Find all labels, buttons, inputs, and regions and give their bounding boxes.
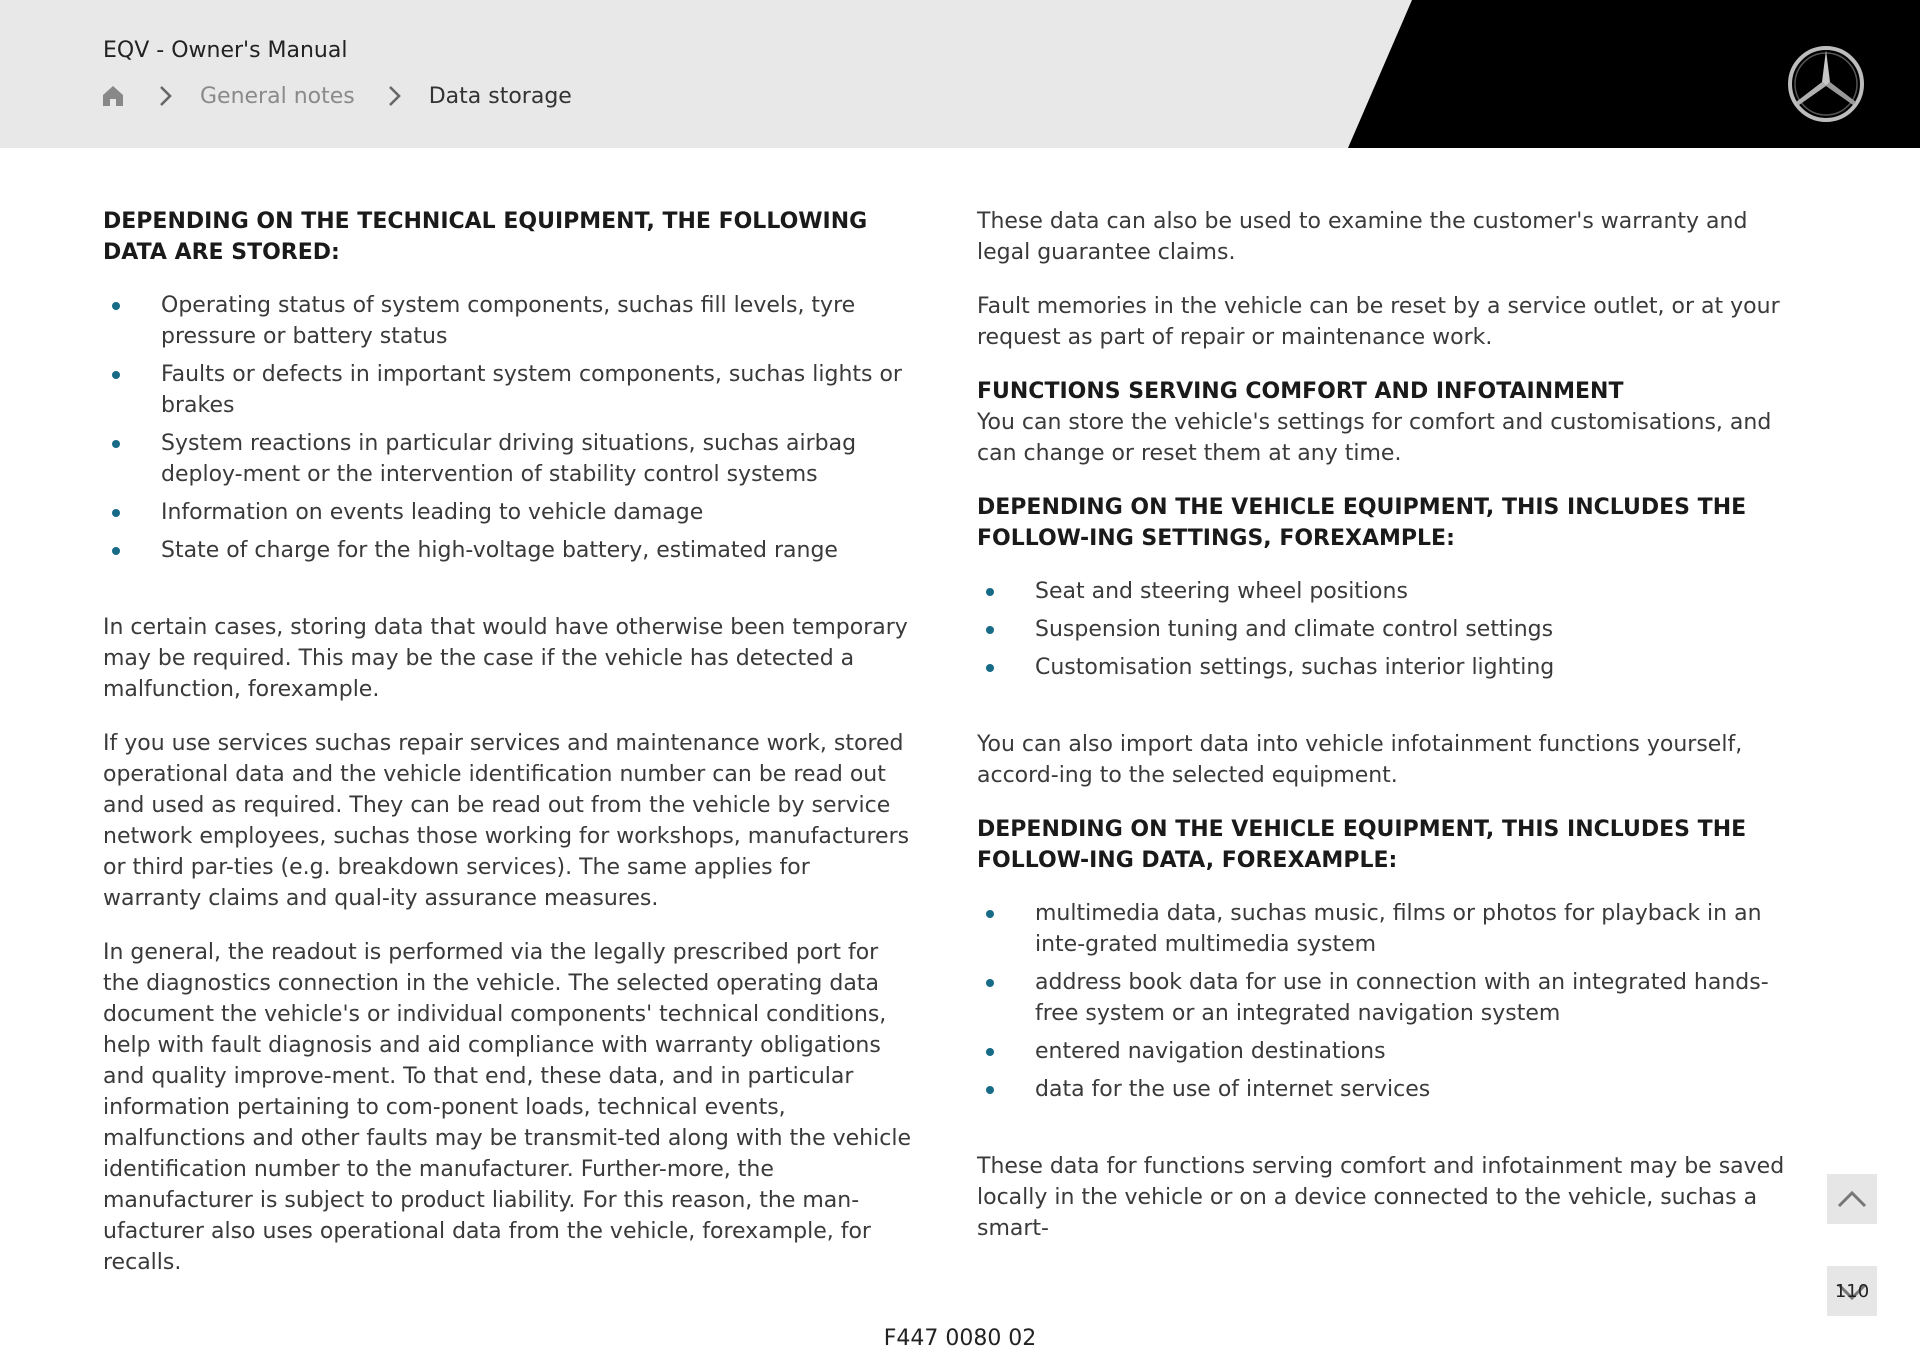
paragraph: In general, the readout is performed via the legally prescribed port for the diagnostics connection in the vehicle. The selected operating data document the vehicle's or individual components' technical conditions, help with fault diagnosis and aid compliance with warranty obligations and quality improve-ment. To that end, these data, and in particular information pertaining to com-ponent loads, technical events, malfunctions and other faults may be transmit-ted along with the vehicle identification number to the manufacturer. Further-more, the manufacturer is subject to product liability. For this reason, the man-ufacturer also uses operational data from the vehicle, forexample, for recalls.	[103, 940, 911, 1275]
paragraph: You can store the vehicle's settings for comfort and customisations, and can change or reset them at any time.	[977, 410, 1772, 466]
section-heading: DEPENDING ON THE VEHICLE EQUIPMENT, THIS INCLUDES THE FOLLOW-ING DATA, FOREXAMPLE:	[977, 817, 1747, 873]
bullet-dot	[986, 588, 994, 596]
list-item: Faults or defects in important system components, suchas lights or brakes	[103, 359, 911, 421]
paragraph: In certain cases, storing data that would have otherwise been temporary may be required. This may be the case if the vehicle has detected a malfunction, forexample.	[103, 615, 908, 702]
manual-title: EQV - Owner's Manual	[103, 38, 348, 63]
scroll-down-button[interactable]	[1827, 1266, 1877, 1316]
paragraph: You can also import data into vehicle infotainment functions yourself, accord-ing to the selected equipment.	[977, 732, 1743, 788]
bullet-dot	[986, 979, 994, 987]
chevron-right-icon	[156, 83, 176, 109]
list-item: Operating status of system components, suchas fill levels, tyre pressure or battery status	[103, 290, 911, 352]
section-heading: FUNCTIONS SERVING COMFORT AND INFOTAINMENT	[977, 379, 1624, 404]
header-black-block	[0, 0, 1920, 148]
list-item: Customisation settings, suchas interior lighting	[977, 652, 1785, 683]
section-heading: DEPENDING ON THE TECHNICAL EQUIPMENT, THE FOLLOWING DATA ARE STORED:	[103, 209, 868, 265]
breadcrumb-general-notes[interactable]: General notes	[200, 83, 355, 109]
breadcrumb	[100, 80, 572, 112]
bullet-list	[977, 576, 1785, 683]
page-number: 110	[1834, 1280, 1870, 1302]
list-item: State of charge for the high-voltage battery, estimated range	[103, 535, 911, 566]
header	[0, 0, 1920, 148]
section-heading: DEPENDING ON THE VEHICLE EQUIPMENT, THIS INCLUDES THE FOLLOW-ING SETTINGS, FOREXAMPLE:	[977, 495, 1747, 551]
paragraph: If you use services suchas repair services and maintenance work, stored operational data and the vehicle identification number can be read out and used as required. They can be read out from the vehicle by service network employees, suchas those working for workshops, manufacturers or third par-ties (e.g. breakdown services). The same applies for warranty claims and qual-ity assurance measures.	[103, 731, 910, 911]
bullet-dot	[986, 1048, 994, 1056]
list-item: Seat and steering wheel positions	[977, 576, 1785, 607]
mercedes-star-icon[interactable]	[1786, 44, 1866, 124]
right-column	[977, 206, 1785, 1267]
list-item: System reactions in particular driving situations, suchas airbag deploy-ment or the intervention of stability control systems	[103, 428, 911, 490]
bullet-list	[977, 898, 1785, 1105]
list-item: data for the use of internet services	[977, 1074, 1785, 1105]
list-item: Suspension tuning and climate control settings	[977, 614, 1785, 645]
document-code: F447 0080 02	[883, 1326, 1037, 1351]
bullet-dot	[986, 1086, 994, 1094]
bullet-dot	[112, 509, 120, 517]
bullet-dot	[986, 910, 994, 918]
list-item: Information on events leading to vehicle damage	[103, 497, 911, 528]
paragraph: These data for functions serving comfort and infotainment may be saved locally in the vehicle or on a device connected to the vehicle, suchas a smart-	[977, 1154, 1785, 1241]
bullet-dot	[112, 440, 120, 448]
paragraph: These data can also be used to examine the customer's warranty and legal guarantee claims.	[977, 209, 1748, 265]
bullet-dot	[112, 547, 120, 555]
breadcrumb-current: Data storage	[428, 83, 572, 109]
list-item: multimedia data, suchas music, films or photos for playback in an inte-grated multimedia system	[977, 898, 1785, 960]
list-item: entered navigation destinations	[977, 1036, 1785, 1067]
bullet-dot	[986, 626, 994, 634]
bullet-dot	[986, 664, 994, 672]
list-item: address book data for use in connection with an integrated hands-free system or an integrated navigation system	[977, 967, 1785, 1029]
bullet-dot	[112, 302, 120, 310]
home-icon[interactable]	[100, 83, 126, 109]
left-column	[103, 206, 911, 1301]
paragraph: Fault memories in the vehicle can be reset by a service outlet, or at your request as part of repair or maintenance work.	[977, 294, 1780, 350]
bullet-dot	[112, 371, 120, 379]
scroll-up-button[interactable]	[1827, 1174, 1877, 1224]
chevron-up-icon	[1836, 1189, 1868, 1209]
chevron-right-icon	[385, 83, 405, 109]
bullet-list	[103, 290, 911, 566]
